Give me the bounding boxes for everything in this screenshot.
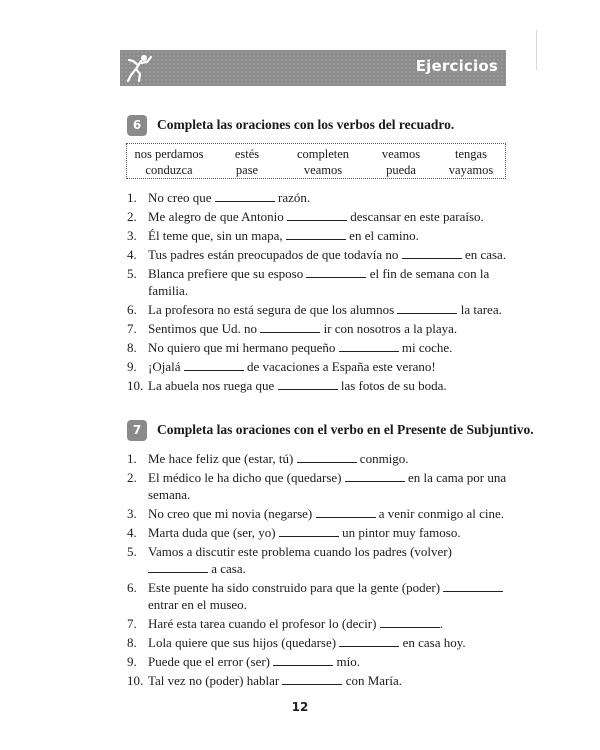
item-text: el fin de semana con la familia. [148,266,490,298]
word-bank-word: completen [296,147,350,161]
exercise-item [127,615,512,632]
item-text: de vacaciones a España este verano! [246,359,436,374]
item-text: . [439,616,443,631]
answer-blank[interactable] [279,525,339,537]
exercise-item [127,189,512,206]
item-text: Tus padres están preocupados de que todavía no [148,247,399,262]
exercise-item [127,505,512,522]
item-number: 10. [127,378,144,393]
item-text: Tal vez no (poder) hablar [148,673,280,688]
item-text: en casa. [464,247,507,262]
exercise-item [127,246,512,263]
answer-blank[interactable] [215,190,275,202]
word-bank-word: veamos [303,163,343,177]
exercise-item [127,524,512,541]
item-text: mío. [336,654,360,669]
item-text: Blanca prefiere que su esposo [148,266,304,281]
item-number: 5. [127,544,137,559]
item-text: Sentimos que Ud. no [148,321,258,336]
item-text: a casa. [211,561,246,576]
word-bank-word: estés [234,147,260,161]
item-text: ir con nosotros a la playa. [323,321,458,336]
item-text: en la cama por una semana. [148,470,507,502]
item-number: 7. [127,616,137,631]
answer-blank[interactable] [380,616,440,628]
item-number: 4. [127,525,137,540]
item-text: Este puente ha sido construido para que la gente (poder) [148,580,441,595]
item-text: las fotos de su boda. [340,378,447,393]
item-number: 7. [127,321,137,336]
item-number: 6. [127,580,137,595]
exercise-item [127,377,512,394]
exercise-7-heading [127,420,534,442]
item-text: No quiero que mi hermano pequeño [148,340,336,355]
item-number: 2. [127,470,137,485]
exercise-item [127,265,512,299]
word-bank-word: conduzca [145,163,193,177]
answer-blank[interactable] [184,359,244,371]
item-number: 3. [127,228,137,243]
item-text: un pintor muy famoso. [342,525,461,540]
exercise-item [127,358,512,375]
word-bank-word: nos perdamos [134,147,204,161]
exercise-number-badge: 6 [127,115,147,136]
answer-blank[interactable] [287,209,347,221]
item-number: 10. [127,673,144,688]
item-text: ¡Ojalá [148,359,181,374]
answer-blank[interactable] [402,247,462,259]
exercise-item [127,208,512,225]
exercise-6-heading [127,115,527,137]
exercise-6-list [127,189,512,396]
exercise-7-list [127,450,512,691]
item-text: El médico le ha dicho que (quedarse) [148,470,342,485]
answer-blank[interactable] [345,470,405,482]
item-number: 9. [127,359,137,374]
item-number: 8. [127,635,137,650]
item-text: entrar en el museo. [148,597,247,612]
answer-blank[interactable] [278,378,338,390]
header-title: Ejercicios [415,57,498,75]
item-text: en el camino. [349,228,419,243]
item-text: en casa hoy. [402,635,466,650]
exercise-item [127,450,512,467]
item-text: No creo que [148,190,212,205]
item-number: 5. [127,266,137,281]
word-bank-word: vayamos [448,163,494,177]
item-number: 1. [127,451,137,466]
item-text: No creo que mi novia (negarse) [148,506,313,521]
answer-blank[interactable] [316,506,376,518]
exercise-item [127,339,512,356]
exercise-item [127,469,512,503]
answer-blank[interactable] [148,561,208,573]
item-number: 6. [127,302,137,317]
item-text: Lola quiere que sus hijos (quedarse) [148,635,337,650]
exercise-number-badge: 7 [127,420,147,441]
item-number: 2. [127,209,137,224]
exercise-item [127,227,512,244]
answer-blank[interactable] [273,654,333,666]
answer-blank[interactable] [339,635,399,647]
item-number: 9. [127,654,137,669]
word-bank-word: tengas [455,147,487,161]
item-text: La profesora no está segura de que los alumnos [148,302,395,317]
exercise-item [127,579,512,613]
item-text: Marta duda que (ser, yo) [148,525,276,540]
item-text: Me alegro de que Antonio [148,209,284,224]
item-text: Puede que el error (ser) [148,654,270,669]
item-number: 8. [127,340,137,355]
answer-blank[interactable] [443,580,503,592]
item-text: a venir conmigo al cine. [378,506,505,521]
exercise-6-instruction: Completa las oraciones con los verbos del recuadro. [157,117,455,132]
item-text: La abuela nos ruega que [148,378,275,393]
exercise-item [127,672,512,689]
answer-blank[interactable] [397,302,457,314]
item-text: Él teme que, sin un mapa, [148,228,283,243]
word-bank [126,143,506,179]
item-text: descansar en este paraíso. [350,209,484,224]
exercise-item [127,320,512,337]
item-text: Haré esta tarea cuando el profesor lo (decir) [148,616,377,631]
exercise-item [127,543,512,577]
header-banner [120,50,506,86]
answer-blank[interactable] [286,228,346,240]
item-number: 4. [127,247,137,262]
answer-blank[interactable] [260,321,320,333]
item-number: 3. [127,506,137,521]
item-text: conmigo. [359,451,409,466]
item-text: razón. [278,190,311,205]
item-text: mi coche. [401,340,453,355]
answer-blank[interactable] [297,451,357,463]
item-text: la tarea. [460,302,502,317]
exercise-item [127,301,512,318]
word-bank-word: veamos [381,147,421,161]
item-text: Vamos a discutir este problema cuando los padres (volver) [148,544,452,559]
exercise-item [127,634,512,651]
person-stretching-icon [124,53,156,83]
item-text: Me hace feliz que (estar, tú) [148,451,294,466]
exercise-7-instruction: Completa las oraciones con el verbo en el Presente de Subjuntivo. [157,422,534,437]
answer-blank[interactable] [282,673,342,685]
answer-blank[interactable] [306,266,366,278]
item-text: con María. [345,673,403,688]
item-number: 1. [127,190,137,205]
word-bank-word: pase [235,163,259,177]
answer-blank[interactable] [339,340,399,352]
page-number: 12 [291,700,309,714]
exercise-item [127,653,512,670]
word-bank-word: pueda [386,163,416,177]
page-edge-line [536,30,537,70]
